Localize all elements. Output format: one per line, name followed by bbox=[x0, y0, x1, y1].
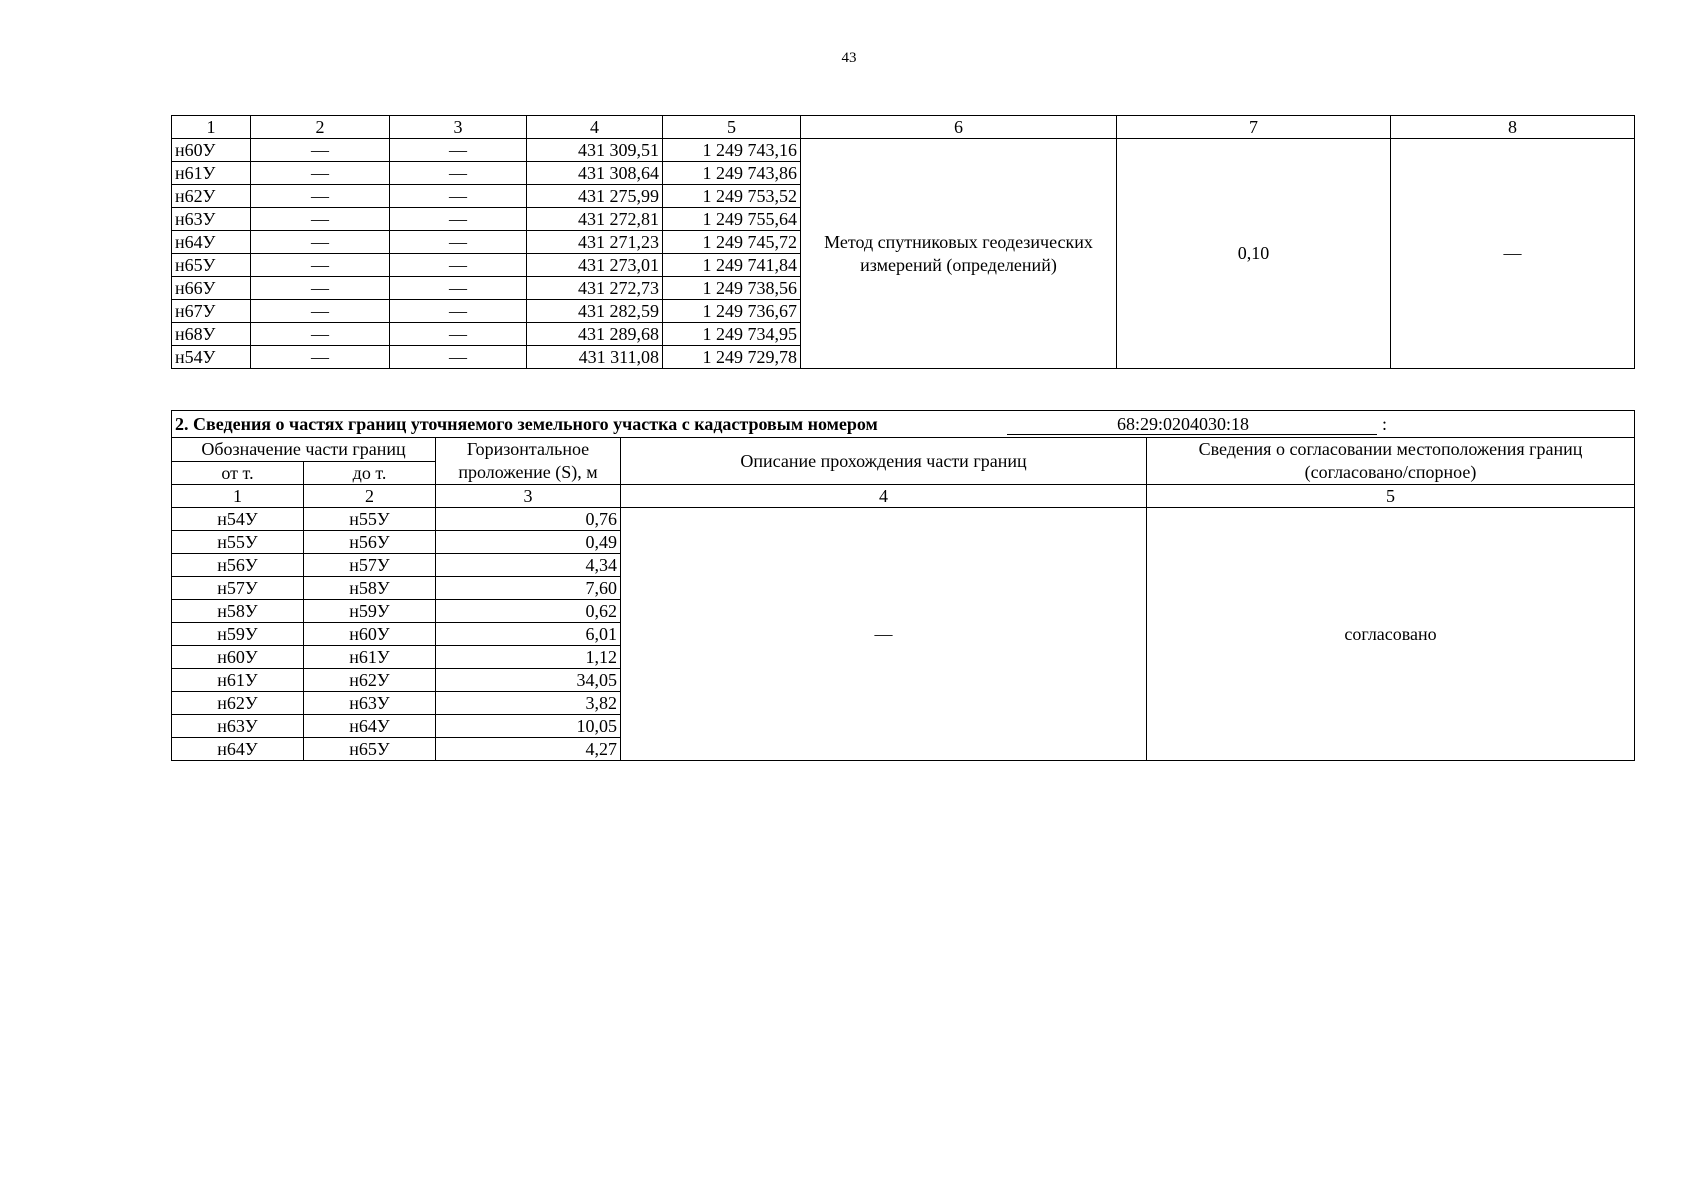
to-point-cell: н64У bbox=[304, 715, 436, 738]
from-point-cell: н56У bbox=[172, 554, 304, 577]
from-header: от т. bbox=[172, 461, 304, 485]
point-name-cell: н64У bbox=[172, 231, 251, 254]
cell-col2: — bbox=[251, 208, 390, 231]
header-cell: 5 bbox=[663, 116, 801, 139]
from-point-cell: н64У bbox=[172, 738, 304, 761]
cell-col2: — bbox=[251, 300, 390, 323]
point-name-cell: н60У bbox=[172, 139, 251, 162]
header-cell: 7 bbox=[1117, 116, 1391, 139]
distance-cell: 1,12 bbox=[436, 646, 621, 669]
cell-col3: — bbox=[390, 277, 527, 300]
from-point-cell: н59У bbox=[172, 623, 304, 646]
point-name-cell: н63У bbox=[172, 208, 251, 231]
cell-col3: — bbox=[390, 208, 527, 231]
distance-cell: 10,05 bbox=[436, 715, 621, 738]
x-coordinate-cell: 431 271,23 bbox=[527, 231, 663, 254]
y-coordinate-cell: 1 249 734,95 bbox=[663, 323, 801, 346]
header-cell: 1 bbox=[172, 116, 251, 139]
y-coordinate-cell: 1 249 743,16 bbox=[663, 139, 801, 162]
to-point-cell: н55У bbox=[304, 508, 436, 531]
distance-cell: 7,60 bbox=[436, 577, 621, 600]
x-coordinate-cell: 431 272,81 bbox=[527, 208, 663, 231]
to-point-cell: н58У bbox=[304, 577, 436, 600]
distance-cell: 6,01 bbox=[436, 623, 621, 646]
agreement-header: Сведения о согласовании местоположения границ (согласовано/спорное) bbox=[1147, 438, 1635, 485]
from-point-cell: н57У bbox=[172, 577, 304, 600]
point-name-cell: н54У bbox=[172, 346, 251, 369]
cell-col3: — bbox=[390, 139, 527, 162]
distance-cell: 34,05 bbox=[436, 669, 621, 692]
from-point-cell: н61У bbox=[172, 669, 304, 692]
cell-col2: — bbox=[251, 231, 390, 254]
header-cell: 3 bbox=[390, 116, 527, 139]
to-header: до т. bbox=[304, 461, 436, 485]
from-point-cell: н58У bbox=[172, 600, 304, 623]
from-point-cell: н62У bbox=[172, 692, 304, 715]
table-header-row bbox=[172, 116, 1635, 139]
to-point-cell: н61У bbox=[304, 646, 436, 669]
cell-col2: — bbox=[251, 162, 390, 185]
cadastral-number: 68:29:0204030:18 bbox=[1117, 414, 1250, 434]
x-coordinate-cell: 431 272,73 bbox=[527, 277, 663, 300]
agreement-cell: согласовано bbox=[1147, 508, 1635, 761]
to-point-cell: н65У bbox=[304, 738, 436, 761]
from-point-cell: н63У bbox=[172, 715, 304, 738]
distance-cell: 3,82 bbox=[436, 692, 621, 715]
distance-cell: 0,76 bbox=[436, 508, 621, 531]
description-header: Описание прохождения части границ bbox=[621, 438, 1147, 485]
accuracy-cell: 0,10 bbox=[1117, 139, 1391, 369]
distance-cell: 4,34 bbox=[436, 554, 621, 577]
col8-cell: — bbox=[1391, 139, 1635, 369]
method-cell: Метод спутниковых геодезических измерений (определений) bbox=[801, 139, 1117, 369]
col-number: 3 bbox=[436, 485, 621, 508]
cell-col3: — bbox=[390, 185, 527, 208]
cell-col2: — bbox=[251, 277, 390, 300]
cell-col3: — bbox=[390, 231, 527, 254]
cell-col2: — bbox=[251, 139, 390, 162]
y-coordinate-cell: 1 249 738,56 bbox=[663, 277, 801, 300]
x-coordinate-cell: 431 275,99 bbox=[527, 185, 663, 208]
col-number: 1 bbox=[172, 485, 304, 508]
boundary-parts-table bbox=[171, 410, 1635, 761]
x-coordinate-cell: 431 309,51 bbox=[527, 139, 663, 162]
y-coordinate-cell: 1 249 743,86 bbox=[663, 162, 801, 185]
y-coordinate-cell: 1 249 745,72 bbox=[663, 231, 801, 254]
table-row bbox=[172, 139, 1635, 162]
table-row bbox=[172, 508, 1635, 531]
col-number: 4 bbox=[621, 485, 1147, 508]
x-coordinate-cell: 431 289,68 bbox=[527, 323, 663, 346]
description-cell: — bbox=[621, 508, 1147, 761]
cell-col3: — bbox=[390, 162, 527, 185]
distance-cell: 0,62 bbox=[436, 600, 621, 623]
point-name-cell: н67У bbox=[172, 300, 251, 323]
point-name-cell: н65У bbox=[172, 254, 251, 277]
y-coordinate-cell: 1 249 736,67 bbox=[663, 300, 801, 323]
distance-cell: 0,49 bbox=[436, 531, 621, 554]
from-point-cell: н54У bbox=[172, 508, 304, 531]
x-coordinate-cell: 431 282,59 bbox=[527, 300, 663, 323]
to-point-cell: н63У bbox=[304, 692, 436, 715]
y-coordinate-cell: 1 249 755,64 bbox=[663, 208, 801, 231]
header-cell: 8 bbox=[1391, 116, 1635, 139]
header-cell: 6 bbox=[801, 116, 1117, 139]
to-point-cell: н62У bbox=[304, 669, 436, 692]
cell-col2: — bbox=[251, 323, 390, 346]
distance-header: Горизонтальное проложение (S), м bbox=[436, 438, 621, 485]
from-point-cell: н55У bbox=[172, 531, 304, 554]
cell-col3: — bbox=[390, 254, 527, 277]
cell-col2: — bbox=[251, 346, 390, 369]
y-coordinate-cell: 1 249 753,52 bbox=[663, 185, 801, 208]
y-coordinate-cell: 1 249 729,78 bbox=[663, 346, 801, 369]
to-point-cell: н56У bbox=[304, 531, 436, 554]
header-cell: 2 bbox=[251, 116, 390, 139]
cell-col3: — bbox=[390, 323, 527, 346]
header-cell: 4 bbox=[527, 116, 663, 139]
cell-col2: — bbox=[251, 254, 390, 277]
to-point-cell: н60У bbox=[304, 623, 436, 646]
col-number: 2 bbox=[304, 485, 436, 508]
point-name-cell: н68У bbox=[172, 323, 251, 346]
distance-cell: 4,27 bbox=[436, 738, 621, 761]
point-name-cell: н61У bbox=[172, 162, 251, 185]
x-coordinate-cell: 431 311,08 bbox=[527, 346, 663, 369]
cell-col3: — bbox=[390, 300, 527, 323]
section-2-title: 2. Сведения о частях границ уточняемого земельного участка с кадастровым номером bbox=[175, 414, 878, 434]
cadastral-trailing-colon: : bbox=[1382, 414, 1388, 434]
cell-col2: — bbox=[251, 185, 390, 208]
x-coordinate-cell: 431 308,64 bbox=[527, 162, 663, 185]
y-coordinate-cell: 1 249 741,84 bbox=[663, 254, 801, 277]
coordinates-table bbox=[171, 115, 1635, 369]
designation-header: Обозначение части границ bbox=[172, 438, 436, 462]
to-point-cell: н59У bbox=[304, 600, 436, 623]
to-point-cell: н57У bbox=[304, 554, 436, 577]
x-coordinate-cell: 431 273,01 bbox=[527, 254, 663, 277]
section-2-title-cell bbox=[172, 411, 1635, 438]
from-point-cell: н60У bbox=[172, 646, 304, 669]
point-name-cell: н66У bbox=[172, 277, 251, 300]
cell-col3: — bbox=[390, 346, 527, 369]
col-number: 5 bbox=[1147, 485, 1635, 508]
point-name-cell: н62У bbox=[172, 185, 251, 208]
page-number: 43 bbox=[841, 50, 857, 66]
